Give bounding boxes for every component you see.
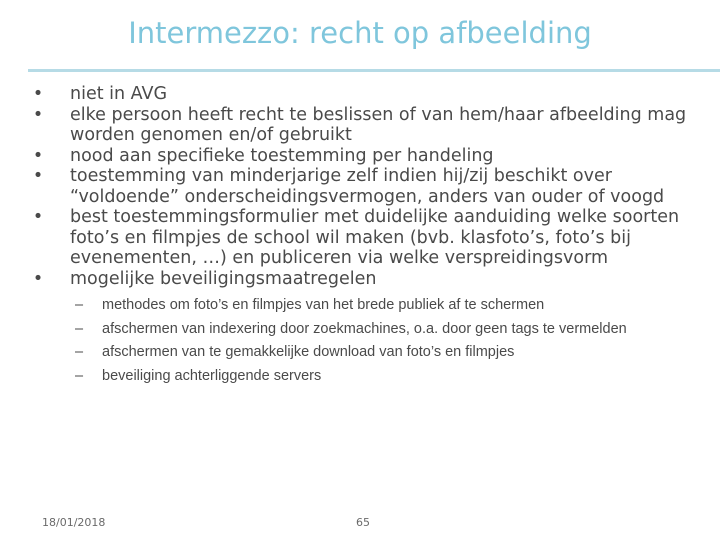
dash-marker: –	[75, 320, 84, 337]
sub-bullet-item	[30, 321, 690, 339]
sub-bullet-text: afschermen van indexering door zoekmachines, o.a. door geen tags te vermelden	[102, 320, 627, 337]
bullet-marker: •	[32, 166, 44, 186]
bullet-marker: •	[32, 145, 44, 166]
sub-bullet-item	[30, 344, 690, 362]
sub-bullet-list	[30, 297, 690, 385]
slide-title: Intermezzo: recht op afbeelding	[128, 16, 592, 50]
bullet-text: mogelijke beveiligingsmaatregelen	[70, 268, 377, 289]
bullet-item	[30, 207, 690, 269]
bullet-item	[30, 146, 690, 167]
bullet-marker: •	[32, 207, 44, 227]
bullet-list	[30, 84, 690, 289]
bullet-item	[30, 105, 690, 146]
title-divider	[28, 69, 720, 72]
bullet-item	[30, 84, 690, 105]
bullet-marker: •	[32, 84, 44, 104]
sub-bullet-text: methodes om foto’s en filmpjes van het brede publiek af te schermen	[102, 297, 545, 313]
sub-bullet-item	[30, 368, 690, 386]
sub-bullet-item	[30, 297, 690, 315]
bullet-text: best toestemmingsformulier met duidelijke aanduiding welke soorten foto’s en filmpjes de school wil maken (bvb. klasfoto’s, foto’s bij evenementen, …) en publiceren via welke verspreidingsvorm	[70, 207, 680, 268]
footer-date: 18/01/2018	[42, 516, 106, 529]
bullet-text: elke persoon heeft recht te beslissen of van hem/haar afbeelding mag worden genomen en/of gebruikt	[70, 104, 687, 145]
slide-body	[30, 84, 690, 385]
bullet-marker: •	[32, 268, 44, 289]
bullet-text: toestemming van minderjarige zelf indien hij/zij beschikt over “voldoende” onderscheidingsvermogen, anders van ouder of voogd	[70, 166, 665, 207]
sub-bullet-text: beveiliging achterliggende servers	[102, 367, 322, 384]
bullet-item	[30, 269, 690, 290]
dash-marker: –	[75, 297, 84, 313]
dash-marker: –	[75, 367, 84, 384]
dash-marker: –	[75, 344, 84, 360]
bullet-marker: •	[32, 104, 44, 125]
page-number: 65	[356, 516, 370, 529]
sub-bullet-text: afschermen van te gemakkelijke download van foto’s en filmpjes	[102, 344, 515, 360]
bullet-text: nood aan specifieke toestemming per handeling	[70, 145, 494, 166]
bullet-item	[30, 166, 690, 207]
bullet-text: niet in AVG	[70, 84, 168, 104]
